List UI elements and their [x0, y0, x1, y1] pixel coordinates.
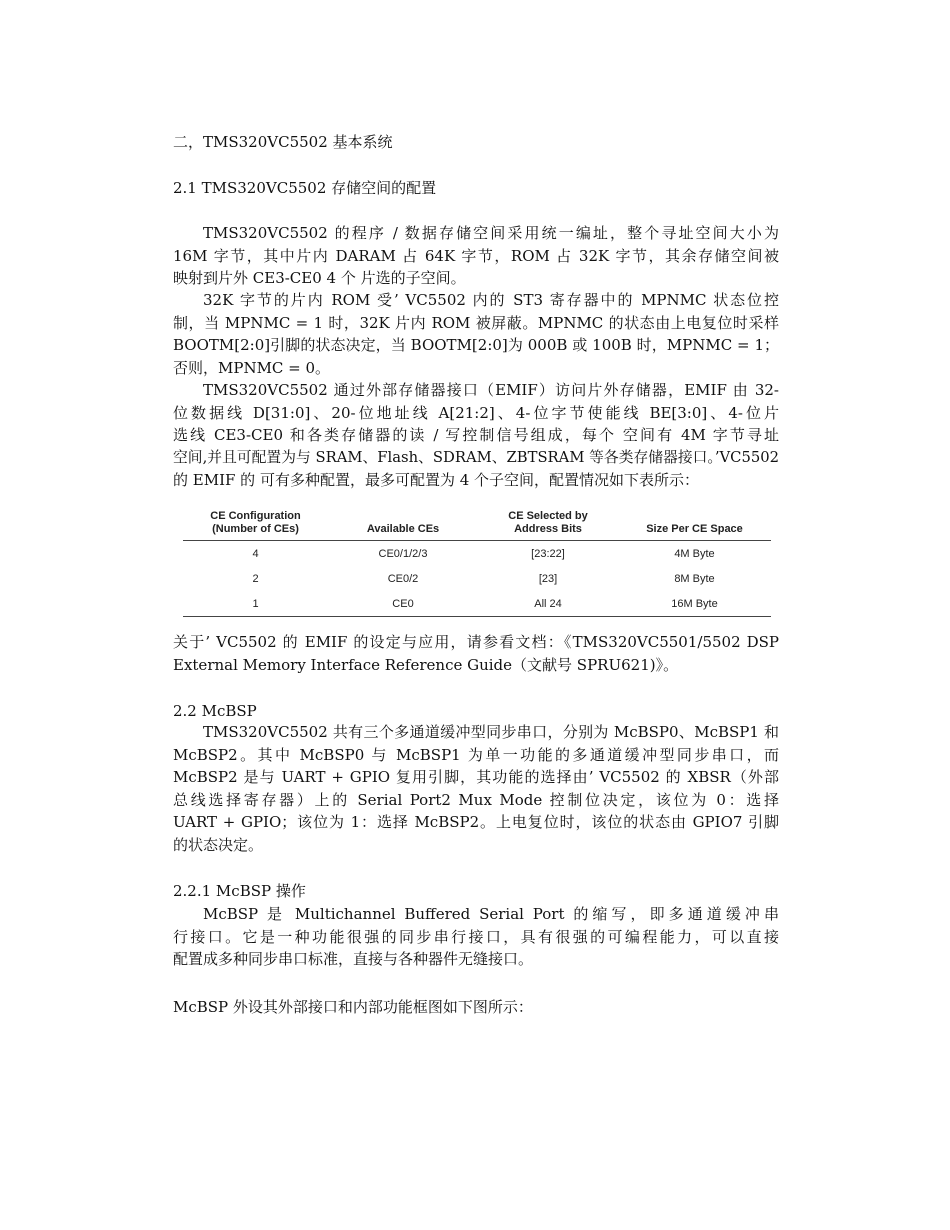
- text-line: 总线选择寄存器）上的 Serial Port2 Mux Mode 控制位决定，该位为 0：选择: [173, 790, 779, 809]
- paragraph-storage-space: [173, 222, 779, 290]
- text-line: 空间,并且可配置为与 SRAM、Flash、SDRAM、ZBTSRAM 等各类存储器接口。’VC5502: [173, 448, 779, 466]
- text-line: 关于’ VC5502 的 EMIF 的设定与应用，请参看文档：《TMS320VC5501/5502 DSP: [173, 633, 779, 651]
- section-2-1-title: 2.1 TMS320VC5502 存储空间的配置: [173, 179, 437, 197]
- text-line: 否则，MPNMC = 0。: [173, 358, 331, 377]
- header-ce-selected-bits: CE Selected by Address Bits: [478, 508, 618, 541]
- cell-ces: CE0/1/2/3: [378, 547, 428, 560]
- text-line: 32K 字节的片内 ROM 受’ VC5502 内的 ST3 寄存器中的 MPNMC 状态位控: [203, 291, 779, 309]
- text-line: BOOTM[2:0]引脚的状态决定，当 BOOTM[2:0]为 000B 或 100B 时，MPNMC = 1；: [173, 336, 779, 354]
- cell-ces: CE0: [328, 591, 478, 617]
- cell-config: 2: [252, 572, 259, 585]
- header-size-per-ce: Size Per CE Space: [618, 508, 771, 541]
- table-row: [183, 566, 771, 591]
- table-row: [183, 591, 771, 617]
- cell-ces: CE0/2: [387, 572, 419, 585]
- cell-bits: [23:22]: [531, 547, 565, 560]
- text-line: TMS320VC5502 通过外部存储器接口（EMIF）访问片外存储器，EMIF 由 32-: [203, 381, 779, 399]
- cell-bits: [23]: [538, 572, 558, 585]
- text-line: McBSP2 是与 UART + GPIO 复用引脚，其功能的选择由’ VC5502 的 XBSR（外部: [173, 768, 779, 786]
- text-line: 选线 CE3-CE0 和各类存储器的读 / 写控制信号组成，每个 空间有 4M 字节寻址: [173, 426, 779, 444]
- text-line: 的状态决定。: [173, 835, 264, 854]
- cell-size: 16M Byte: [618, 591, 771, 617]
- text-line: 行接口。它是一种功能很强的同步串行接口，具有很强的可编程能力，可以直接: [173, 927, 779, 946]
- header-available-ces: Available CEs: [328, 508, 478, 541]
- paragraph-mcbsp-diagram-intro: McBSP 外设其外部接口和内部功能框图如下图所示：: [173, 998, 533, 1016]
- paragraph-emif-reference: [173, 631, 779, 676]
- cell-config: 4: [252, 547, 259, 560]
- text-line: TMS320VC5502 共有三个多通道缓冲型同步串口，分别为 McBSP0、McBSP1 和: [203, 723, 779, 741]
- section-2-2-title: 2.2 McBSP: [173, 702, 257, 720]
- text-line: McBSP2。其中 McBSP0 与 McBSP1 为单一功能的多通道缓冲型同步串口，而: [173, 745, 779, 764]
- table-row: [183, 541, 771, 567]
- text-line: 制，当 MPNMC = 1 时，32K 片内 ROM 被屏蔽。MPNMC 的状态由上电复位时采样: [173, 313, 779, 332]
- text-line: 映射到片外 CE3-CE0 4 个 片选的子空间。: [173, 269, 466, 287]
- text-line: TMS320VC5502 的程序 / 数据存储空间采用统一编址，整个寻址空间大小为: [203, 224, 779, 242]
- text-line: 16M 字节，其中片内 DARAM 占 64K 字节，ROM 占 32K 字节，其余存储空间被: [173, 246, 779, 265]
- text-line: McBSP 是 Multichannel Buffered Serial Port 的缩写，即多通道缓冲串: [203, 905, 779, 923]
- table-header-row: [183, 508, 771, 541]
- paragraph-emif: [173, 379, 779, 492]
- text-line: UART + GPIO；该位为 1：选择 McBSP2。上电复位时，该位的状态由 GPIO7 引脚: [173, 813, 779, 831]
- paragraph-mcbsp-overview: [173, 721, 779, 856]
- text-line: 配置成多种同步串口标准，直接与各种器件无缝接口。: [173, 950, 534, 968]
- text-line: 的 EMIF 的 可有多种配置，最多可配置为 4 个子空间，配置情况如下表所示：: [173, 471, 700, 489]
- text-line: External Memory Interface Reference Guide（文献号 SPRU621)》。: [173, 655, 679, 674]
- paragraph-mcbsp-operation: [173, 903, 779, 971]
- section-2-title: 二，TMS320VC5502 基本系统: [173, 133, 393, 151]
- cell-bits: All 24: [478, 591, 618, 617]
- text-line: 位数据线 D[31:0]、20-位地址线 A[21:2]、4-位字节使能线 BE[3:0]、4-位片: [173, 403, 779, 422]
- cell-config: 1: [183, 591, 328, 617]
- cell-size: 8M Byte: [674, 572, 715, 585]
- header-ce-configuration: CE Configuration (Number of CEs): [183, 508, 328, 541]
- section-2-2-1-title: 2.2.1 McBSP 操作: [173, 882, 306, 900]
- ce-configuration-table: [183, 508, 771, 617]
- cell-size: 4M Byte: [674, 547, 715, 560]
- paragraph-rom-mpnmc: [173, 289, 779, 379]
